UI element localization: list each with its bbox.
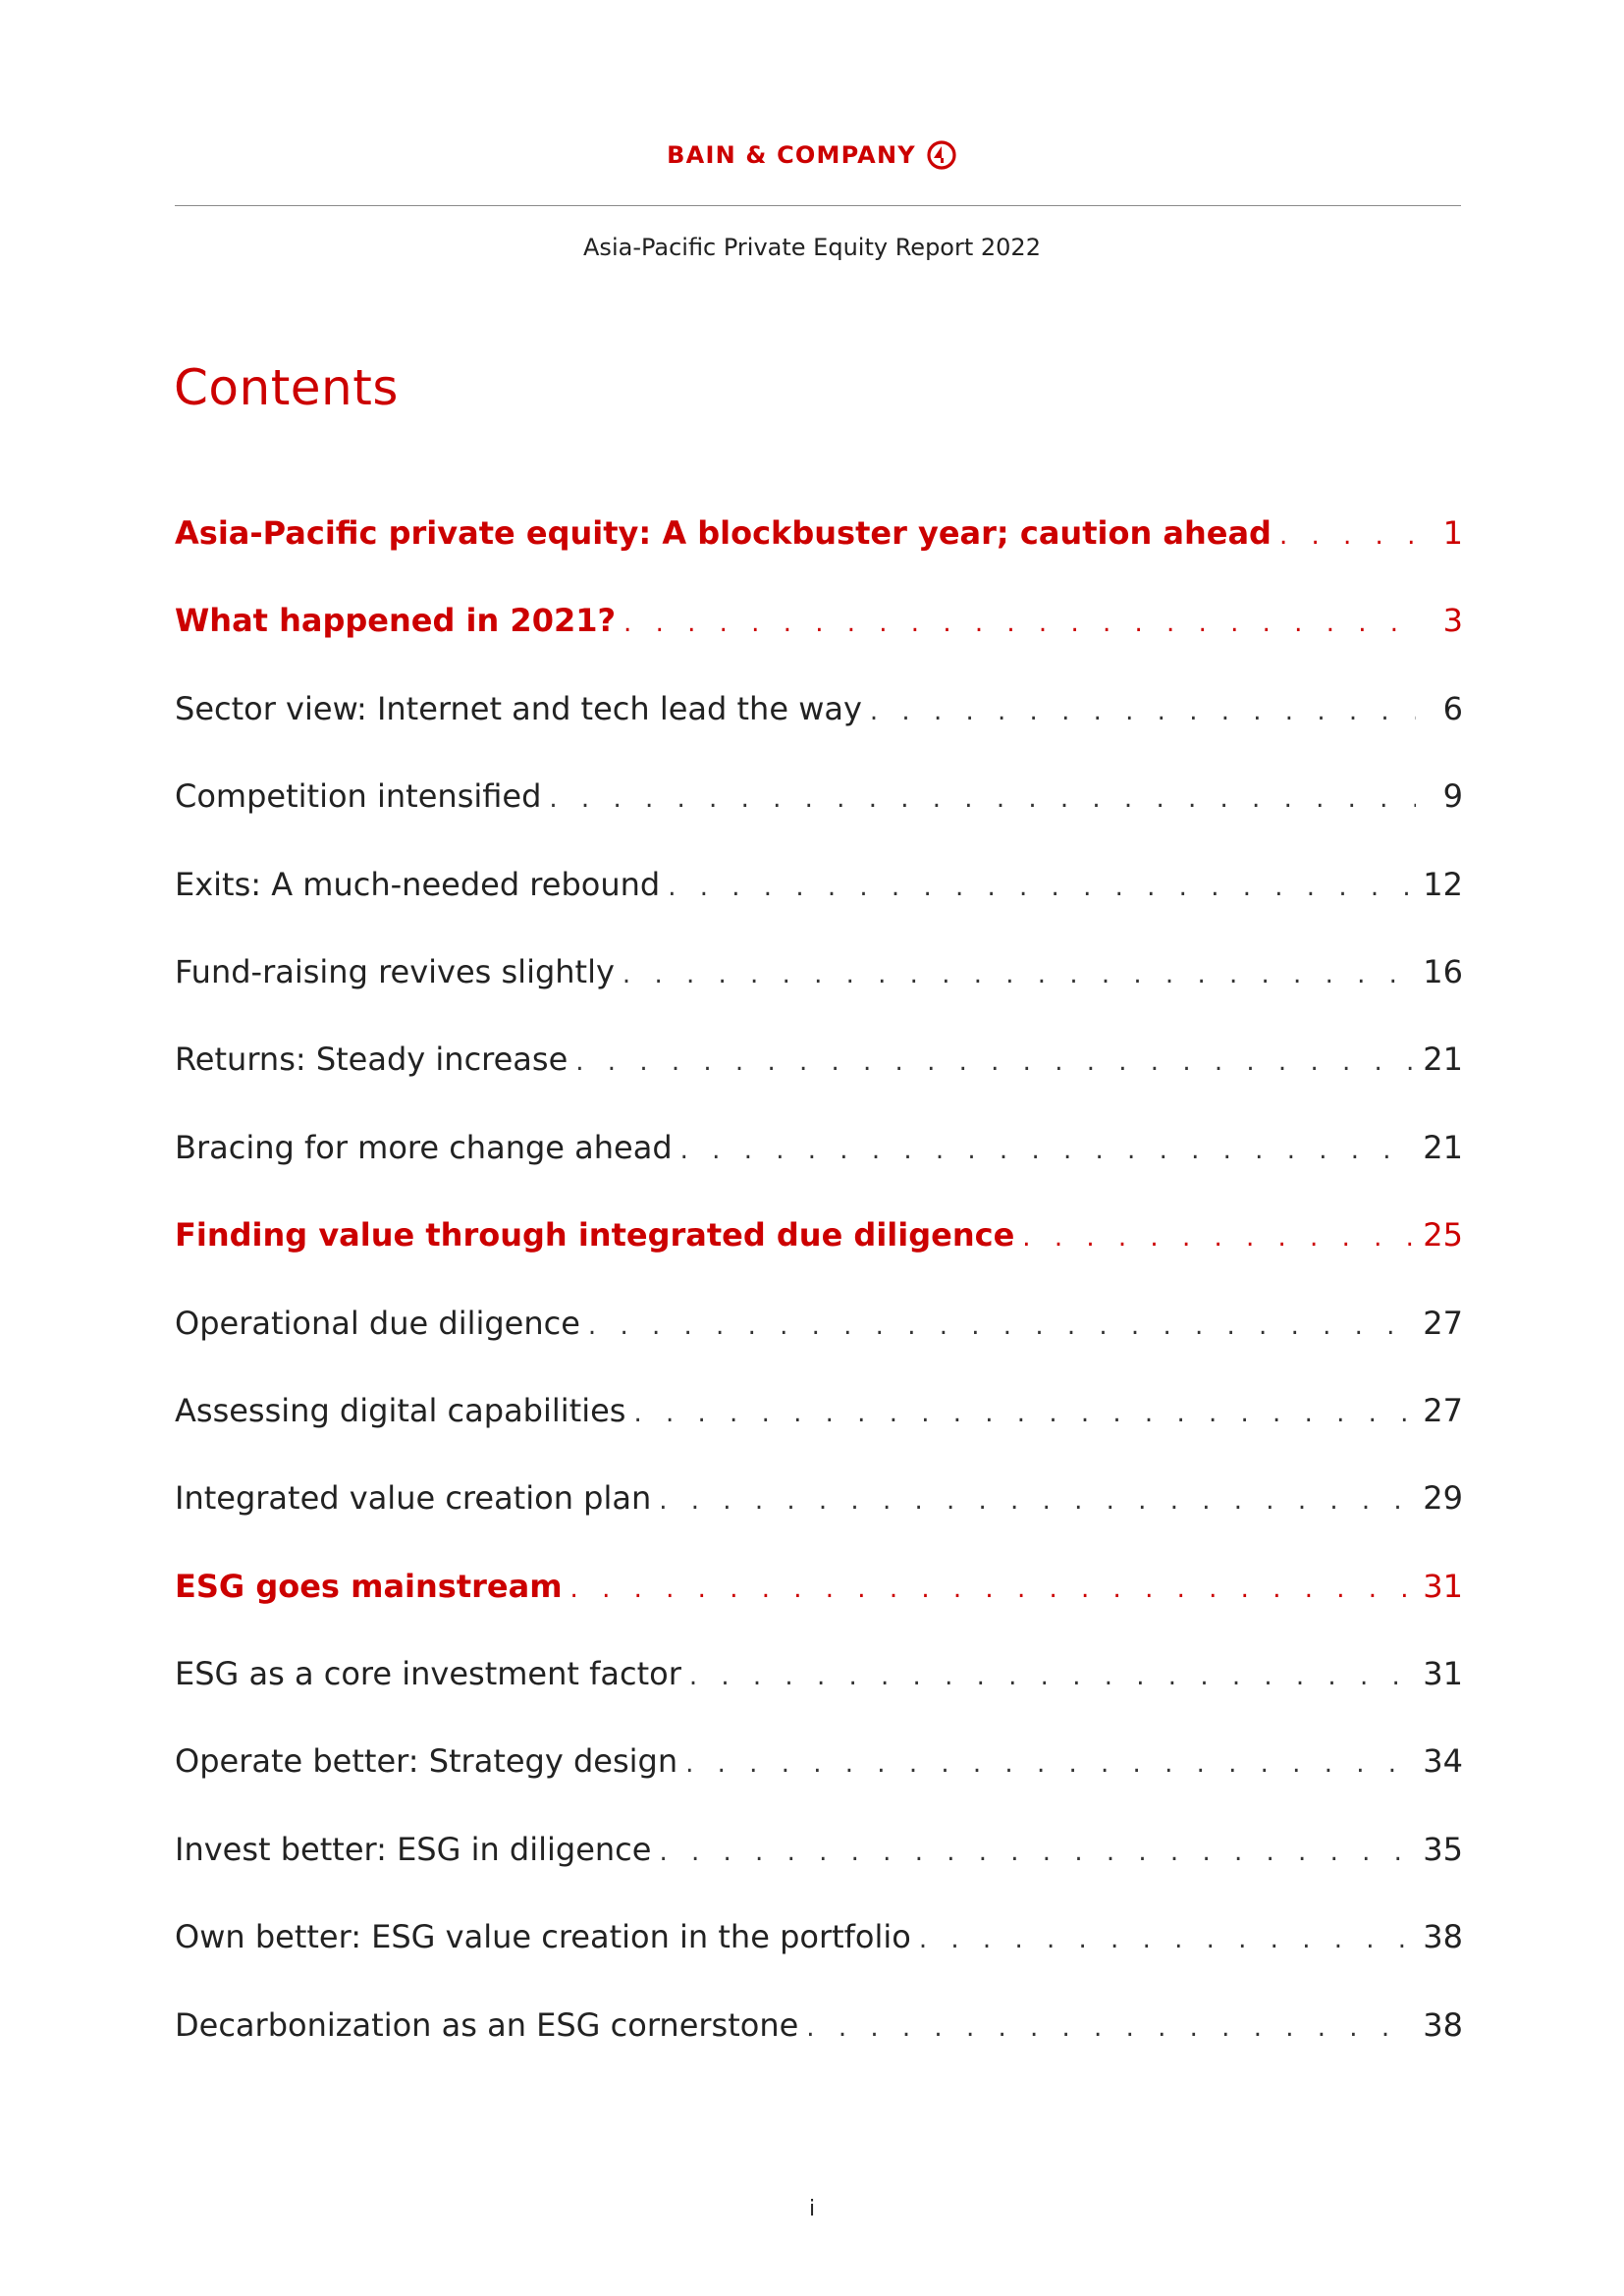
toc-entry-page: 38: [1423, 1918, 1463, 1956]
toc-dot-leader: [870, 697, 1416, 726]
toc-dot-leader: [919, 1925, 1415, 1954]
toc-entry-page: 3: [1442, 602, 1463, 640]
toc-entry-title: Integrated value creation plan: [175, 1479, 652, 1518]
toc-entry-page: 12: [1423, 865, 1463, 903]
toc-dot-leader: [689, 1662, 1415, 1691]
bain-logo-icon: [926, 139, 957, 171]
toc-section-entry[interactable]: [175, 866, 1463, 953]
toc-entry-title: What happened in 2021?: [175, 602, 617, 640]
toc-dot-leader: [633, 1399, 1415, 1428]
table-of-contents: [175, 514, 1463, 2094]
header-divider: [175, 205, 1461, 206]
toc-entry-page: 21: [1423, 1041, 1463, 1079]
brand-name: BAIN & COMPANY: [667, 141, 916, 169]
toc-dot-leader: [623, 609, 1416, 638]
toc-chapter-entry[interactable]: [175, 514, 1463, 602]
toc-entry-title: Operational due diligence: [175, 1304, 580, 1342]
toc-entry-title: Fund-raising revives slightly: [175, 952, 615, 990]
toc-entry-title: ESG goes mainstream: [175, 1567, 563, 1605]
toc-section-entry[interactable]: [175, 1392, 1463, 1479]
toc-section-entry[interactable]: [175, 1305, 1463, 1392]
page-number: i: [808, 2197, 816, 2221]
toc-section-entry[interactable]: [175, 690, 1463, 777]
toc-dot-leader: [668, 873, 1415, 902]
toc-dot-leader: [806, 2013, 1415, 2043]
toc-entry-title: Own better: ESG value creation in the portfolio: [175, 1918, 911, 1956]
toc-entry-title: Exits: A much-needed rebound: [175, 865, 661, 903]
toc-section-entry[interactable]: [175, 1041, 1463, 1128]
toc-section-entry[interactable]: [175, 1655, 1463, 1742]
toc-dot-leader: [549, 784, 1416, 814]
toc-dot-leader: [659, 1838, 1415, 1867]
toc-dot-leader: [659, 1486, 1415, 1516]
toc-section-entry[interactable]: [175, 1742, 1463, 1830]
toc-entry-title: Sector view: Internet and tech lead the way: [175, 689, 862, 727]
toc-entry-page: 21: [1423, 1128, 1463, 1166]
toc-entry-title: Decarbonization as an ESG cornerstone: [175, 2005, 799, 2044]
toc-chapter-entry[interactable]: [175, 1568, 1463, 1655]
toc-entry-page: 29: [1423, 1479, 1463, 1518]
toc-dot-leader: [575, 1047, 1415, 1077]
toc-section-entry[interactable]: [175, 1129, 1463, 1216]
toc-dot-leader: [1279, 521, 1416, 551]
toc-chapter-entry[interactable]: [175, 602, 1463, 689]
toc-dot-leader: [623, 960, 1415, 989]
contents-heading: Contents: [174, 359, 399, 416]
toc-entry-page: 27: [1423, 1391, 1463, 1429]
toc-entry-page: 27: [1423, 1304, 1463, 1342]
toc-entry-page: 38: [1423, 2005, 1463, 2044]
toc-entry-title: Bracing for more change ahead: [175, 1128, 673, 1166]
toc-section-entry[interactable]: [175, 1479, 1463, 1567]
toc-entry-page: 25: [1423, 1216, 1463, 1255]
toc-entry-page: 34: [1423, 1742, 1463, 1781]
toc-section-entry[interactable]: [175, 1831, 1463, 1918]
toc-entry-page: 31: [1423, 1655, 1463, 1693]
toc-entry-title: Operate better: Strategy design: [175, 1742, 678, 1781]
toc-entry-title: Finding value through integrated due diligence: [175, 1216, 1015, 1255]
report-title: Asia-Pacific Private Equity Report 2022: [583, 234, 1041, 261]
toc-entry-title: Invest better: ESG in diligence: [175, 1830, 652, 1868]
toc-entry-title: Assessing digital capabilities: [175, 1391, 626, 1429]
toc-dot-leader: [1022, 1223, 1415, 1253]
toc-section-entry[interactable]: [175, 777, 1463, 865]
toc-entry-page: 31: [1423, 1567, 1463, 1605]
toc-dot-leader: [685, 1749, 1415, 1779]
toc-entry-title: ESG as a core investment factor: [175, 1655, 681, 1693]
toc-entry-page: 16: [1423, 952, 1463, 990]
toc-section-entry[interactable]: [175, 953, 1463, 1041]
toc-chapter-entry[interactable]: [175, 1216, 1463, 1304]
brand-logo: [0, 139, 1624, 171]
toc-entry-page: 1: [1442, 514, 1463, 552]
toc-entry-page: 9: [1442, 777, 1463, 816]
toc-dot-leader: [680, 1136, 1416, 1165]
toc-entry-title: Asia-Pacific private equity: A blockbuster year; caution ahead: [175, 514, 1272, 552]
toc-entry-page: 35: [1423, 1830, 1463, 1868]
toc-entry-title: Returns: Steady increase: [175, 1041, 568, 1079]
toc-entry-title: Competition intensified: [175, 777, 542, 816]
toc-section-entry[interactable]: [175, 1918, 1463, 2005]
toc-dot-leader: [570, 1575, 1416, 1604]
toc-section-entry[interactable]: [175, 2006, 1463, 2094]
toc-entry-page: 6: [1442, 689, 1463, 727]
toc-dot-leader: [588, 1311, 1415, 1341]
